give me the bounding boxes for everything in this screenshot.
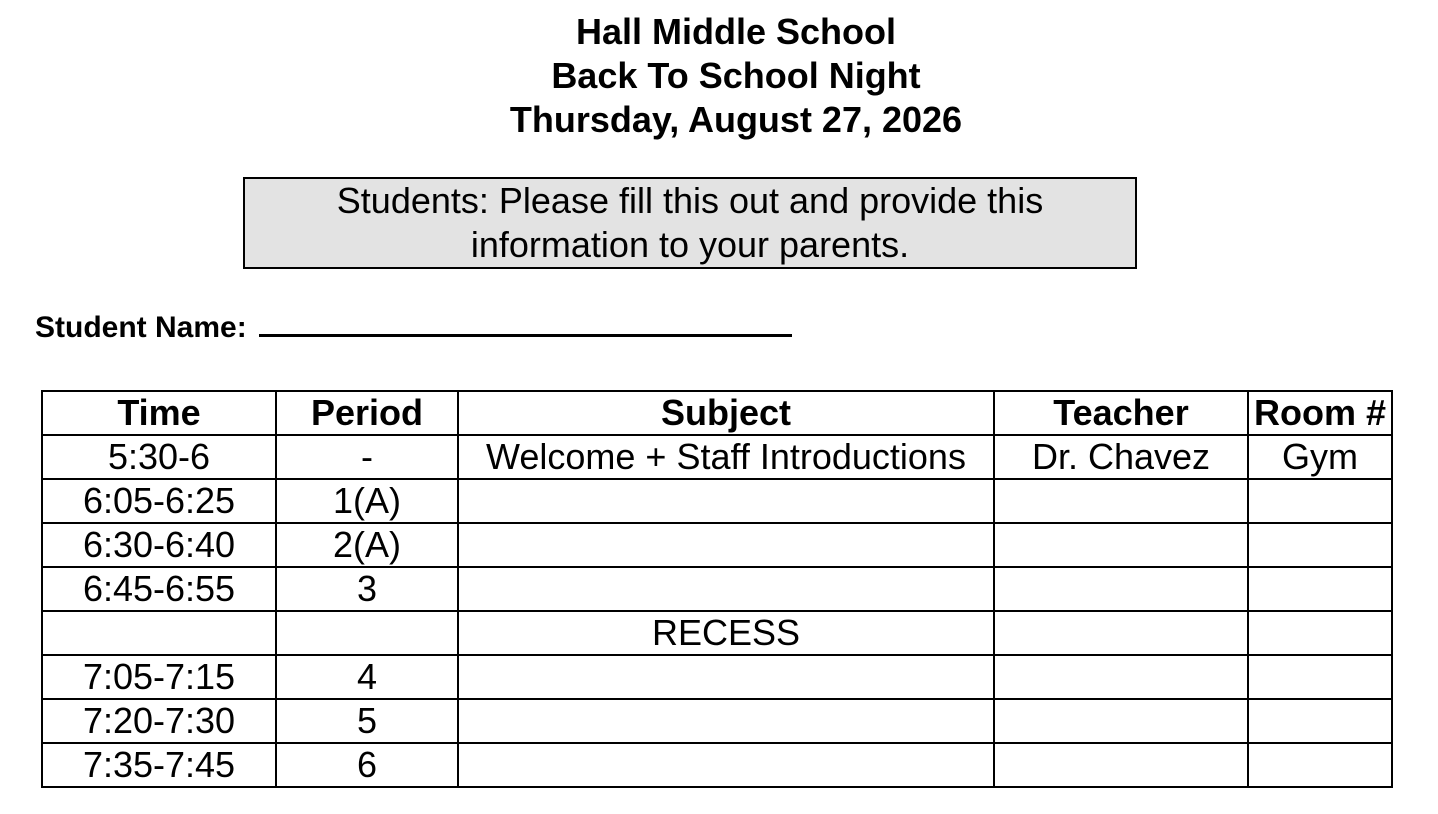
cell-subject: Welcome + Staff Introductions bbox=[458, 435, 994, 479]
cell-room[interactable] bbox=[1248, 523, 1392, 567]
cell-period: 1(A) bbox=[276, 479, 458, 523]
cell-room[interactable] bbox=[1248, 479, 1392, 523]
header-period: Period bbox=[276, 391, 458, 435]
cell-subject: RECESS bbox=[458, 611, 994, 655]
cell-teacher[interactable] bbox=[994, 655, 1248, 699]
header-subject: Subject bbox=[458, 391, 994, 435]
header-teacher: Teacher bbox=[994, 391, 1248, 435]
cell-time: 6:05-6:25 bbox=[42, 479, 276, 523]
header-time: Time bbox=[42, 391, 276, 435]
event-date: Thursday, August 27, 2026 bbox=[509, 99, 963, 140]
header-room: Room # bbox=[1248, 391, 1392, 435]
cell-room[interactable] bbox=[1248, 743, 1392, 787]
cell-teacher[interactable] bbox=[994, 567, 1248, 611]
cell-period bbox=[276, 611, 458, 655]
cell-teacher[interactable] bbox=[994, 479, 1248, 523]
student-name-blank-line[interactable] bbox=[259, 308, 792, 337]
student-name-label: Student Name: bbox=[35, 311, 247, 344]
notice-line-1: Students: Please fill this out and provide this bbox=[336, 180, 1044, 221]
cell-teacher bbox=[994, 611, 1248, 655]
schedule-table bbox=[41, 390, 1393, 788]
instruction-notice bbox=[243, 177, 1137, 269]
table-row-recess bbox=[42, 611, 1392, 655]
cell-period: 6 bbox=[276, 743, 458, 787]
cell-time: 6:45-6:55 bbox=[42, 567, 276, 611]
cell-subject[interactable] bbox=[458, 479, 994, 523]
cell-period: 3 bbox=[276, 567, 458, 611]
table-header-row bbox=[42, 391, 1392, 435]
cell-subject[interactable] bbox=[458, 699, 994, 743]
cell-room[interactable] bbox=[1248, 699, 1392, 743]
cell-room[interactable] bbox=[1248, 567, 1392, 611]
table-row bbox=[42, 655, 1392, 699]
cell-time: 7:20-7:30 bbox=[42, 699, 276, 743]
table-row bbox=[42, 567, 1392, 611]
cell-subject[interactable] bbox=[458, 655, 994, 699]
cell-room bbox=[1248, 611, 1392, 655]
cell-period: 5 bbox=[276, 699, 458, 743]
cell-teacher: Dr. Chavez bbox=[994, 435, 1248, 479]
table-row bbox=[42, 435, 1392, 479]
table-row bbox=[42, 479, 1392, 523]
cell-period: 2(A) bbox=[276, 523, 458, 567]
cell-room: Gym bbox=[1248, 435, 1392, 479]
cell-time: 5:30-6 bbox=[42, 435, 276, 479]
cell-subject[interactable] bbox=[458, 743, 994, 787]
cell-teacher[interactable] bbox=[994, 743, 1248, 787]
school-name: Hall Middle School bbox=[575, 11, 897, 52]
cell-teacher[interactable] bbox=[994, 523, 1248, 567]
cell-teacher[interactable] bbox=[994, 699, 1248, 743]
cell-time: 7:05-7:15 bbox=[42, 655, 276, 699]
cell-time: 6:30-6:40 bbox=[42, 523, 276, 567]
cell-subject[interactable] bbox=[458, 523, 994, 567]
cell-subject[interactable] bbox=[458, 567, 994, 611]
cell-period: 4 bbox=[276, 655, 458, 699]
cell-period: - bbox=[276, 435, 458, 479]
student-name-row bbox=[35, 308, 792, 348]
table-row bbox=[42, 699, 1392, 743]
notice-line-2: information to your parents. bbox=[470, 224, 910, 265]
cell-time: 7:35-7:45 bbox=[42, 743, 276, 787]
cell-room[interactable] bbox=[1248, 655, 1392, 699]
document-header bbox=[0, 10, 1438, 142]
cell-time bbox=[42, 611, 276, 655]
event-title: Back To School Night bbox=[551, 55, 921, 96]
table-row bbox=[42, 743, 1392, 787]
table-row bbox=[42, 523, 1392, 567]
